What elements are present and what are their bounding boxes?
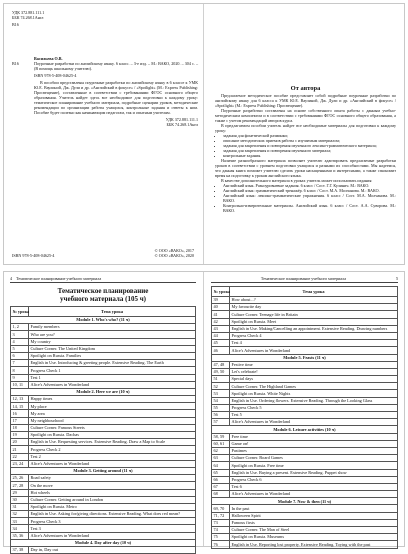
table-row: [11, 547, 196, 554]
author-code: В16: [12, 22, 19, 27]
foreword-page: [205, 4, 404, 264]
foreword-paragraph-4: Наличие разнообразного материала позволяет учителю адаптировать предлагаемые разработки уроков в соответствии с уровнем подготовки учащихся и разными их способностями. Мы надеемся, что данная книга поможет учителю сделать уроки насыщенными и интересными, а также сэкономит время на подготовку к урокам английского языка.: [215, 158, 396, 178]
plan-rows: [212, 297, 398, 549]
spine-divider: [203, 272, 204, 546]
lesson-number: 31: [11, 503, 29, 510]
running-head-text: Тематическое планирование учебного материала: [16, 276, 102, 281]
lesson-topic: My area: [29, 410, 196, 417]
table-row: [212, 469, 398, 476]
copyright-page: [4, 4, 202, 264]
lesson-topic: Spotlight on Russia. Meet: [230, 318, 398, 325]
lesson-number: 33: [11, 518, 29, 525]
list-item: • Английский язык. Разноуровневые задания. 6 класс / Сост. Г.Г. Кулинич. М.: ВАКО.: [223, 183, 396, 188]
list-item: • Английский язык: лексико-грамматические упражнения. 6 класс / Сост. М.А. Молчанова. М.: ВАКО.: [223, 193, 396, 203]
lesson-number: 68: [212, 491, 230, 498]
isbn-bottom: ISBN 978-5-408-04625-4: [12, 253, 55, 258]
module-title: Module 2. Here we are (10 ч): [11, 388, 196, 395]
table-row: [212, 519, 398, 526]
lesson-topic: Pastimes: [230, 447, 398, 454]
lesson-number: 3: [11, 331, 29, 338]
lesson-number: 49, 50: [212, 368, 230, 375]
lesson-number: 57: [212, 419, 230, 426]
lesson-topic: English in Use. Requesting services. Extensive Reading. Draw a Map to Scale: [29, 439, 196, 446]
module-row: [212, 498, 398, 505]
lesson-topic: Alice's Adventures in Wonderland: [230, 491, 398, 498]
lesson-number: 19: [11, 432, 29, 439]
lesson-topic: Test 5: [230, 412, 398, 419]
table-row: [212, 332, 398, 339]
table-row: [11, 324, 196, 331]
lesson-topic: Who are you?: [29, 331, 196, 338]
table-row: [11, 417, 196, 424]
lesson-topic: Alice's Adventures in Wonderland: [230, 419, 398, 426]
lesson-topic: Test 2: [29, 453, 196, 460]
lesson-number: 56: [212, 412, 230, 419]
lesson-number: 29: [11, 489, 29, 496]
table-row: [11, 360, 196, 367]
lesson-topic: Progress Check 3: [29, 518, 196, 525]
table-row: [212, 512, 398, 519]
udk-code-2: УДК 372.881.111.1: [165, 117, 198, 122]
table-row: [11, 496, 196, 503]
lesson-number: 41: [212, 311, 230, 318]
lesson-number: 21: [11, 446, 29, 453]
udk-code: УДК 372.881.111.1: [12, 10, 45, 15]
lesson-number: 4: [11, 338, 29, 345]
lesson-number: 25, 26: [11, 475, 29, 482]
abstract: В пособии представлены поурочные разработки по английскому языку в 6 классе к УМК Ю.Е. Ваулиной, Дж. Дули и др. «Английский в фокусе» / «Spotlight» (М.: Express Publishing: Просвещение), составленные в соответствии с требованиями ФГОС основного общего образования. Учитель найдет здесь все необходимое для подготовки к каждому уроку: тематическое планирование учебного материала, подробные сценарии уроков, методические рекомендации по организации работы учащихся, контрольные задания и ответы к ним. Пособие будет полезно как начинающим педагогам, так и опытным учителям.: [34, 80, 198, 115]
lesson-topic: Spotlight on Russia. Families: [29, 352, 196, 359]
table-row: [11, 432, 196, 439]
table-row: [11, 381, 196, 388]
classification-block: [12, 10, 44, 27]
table-row: [212, 361, 398, 368]
table-row: [11, 453, 196, 460]
bbk-code: ББК 74.268.1Англ: [12, 15, 44, 20]
lesson-number: 67: [212, 483, 230, 490]
table-row: [212, 433, 398, 440]
table-row: [212, 368, 398, 375]
lesson-topic: Special days: [230, 376, 398, 383]
table-row: [212, 534, 398, 541]
table-row: [11, 352, 196, 359]
lesson-topic: Spotlight on Russia. Free time: [230, 462, 398, 469]
lesson-number: 27, 28: [11, 482, 29, 489]
lesson-topic: Let's celebrate!: [230, 368, 398, 375]
lesson-number: 30: [11, 496, 29, 503]
foreword-title: От автора: [290, 85, 321, 92]
editions-list: [215, 183, 396, 213]
lesson-number: 37, 38: [11, 547, 29, 554]
lesson-number: 42: [212, 318, 230, 325]
lesson-topic: Alice's Adventures in Wonderland: [29, 460, 196, 467]
foreword-paragraph-2: Поурочные разработки составлены на основе собственного опыта работы с данным учебно-методическим комплектом и в соответствии с требованиями ФГОС основного общего образования, а также с учетом рекомендаций авторов курса.: [215, 108, 396, 123]
lesson-topic: Spotlight on Russia. White Nights: [230, 390, 398, 397]
lesson-number: 20: [11, 439, 29, 446]
table-row: [11, 446, 196, 453]
lesson-number: 32: [11, 511, 29, 518]
table-row: [11, 374, 196, 381]
list-item: • контрольные задания.: [223, 153, 396, 158]
right-page-content: [211, 276, 398, 549]
lesson-number: 54: [212, 397, 230, 404]
lesson-number: 10, 11: [11, 381, 29, 388]
lesson-number: 55: [212, 404, 230, 411]
lesson-number: 43: [212, 325, 230, 332]
lesson-topic: Test 6: [230, 483, 398, 490]
module-row: [212, 426, 398, 433]
lesson-topic: English in Use. Making/Cancelling an appointment. Extensive Reading. Drawing numbers: [230, 325, 398, 332]
list-item: • Английский язык: грамматический тренажёр. 6 класс / Сост. М.А. Молчанова. М.: ВАКО.: [223, 188, 396, 193]
lesson-topic: Family members: [29, 324, 196, 331]
lesson-topic: English in Use. Asking for/giving directions. Extensive Reading. What does red mean?: [29, 511, 196, 518]
table-row: [11, 482, 196, 489]
author-name: Васильева О.В.: [34, 56, 63, 61]
lesson-topic: My neighbourhood: [29, 417, 196, 424]
lesson-number: 12, 13: [11, 396, 29, 403]
lesson-topic: My place: [29, 403, 196, 410]
lesson-number: 46: [212, 347, 230, 354]
lesson-number: 14, 15: [11, 403, 29, 410]
table-row: [11, 525, 196, 532]
table-row: [212, 297, 398, 304]
table-row: [11, 475, 196, 482]
lesson-topic: Game on!: [230, 440, 398, 447]
lesson-number: 62: [212, 447, 230, 454]
table-row: [212, 527, 398, 534]
table-row: [212, 483, 398, 490]
lesson-topic: Culture Corner. The United Kingdom: [29, 345, 196, 352]
table-row: [212, 476, 398, 483]
table-row: [212, 455, 398, 462]
table-row: [11, 367, 196, 374]
table-row: [212, 340, 398, 347]
table-row: [212, 505, 398, 512]
lesson-number: 34: [11, 525, 29, 532]
lesson-number: 17: [11, 417, 29, 424]
table-row: [212, 311, 398, 318]
copyright-2: © ООО «ВАКО», 2020: [154, 253, 194, 258]
lesson-number: 76: [212, 541, 230, 548]
lesson-topic: Hot wheels: [29, 489, 196, 496]
table-row: [11, 439, 196, 446]
lesson-number: 23, 24: [11, 460, 29, 467]
plan-title-line-1: Тематическое планирование: [57, 287, 149, 295]
plan-title: [10, 287, 196, 303]
lesson-topic: English in Use. Buying a present. Extensive Reading. Puppet show: [230, 469, 398, 476]
lesson-number: 75: [212, 534, 230, 541]
lesson-topic: On the move: [29, 482, 196, 489]
lesson-number: 69, 70: [212, 505, 230, 512]
list-item: • задания для фонетической разминки;: [223, 133, 396, 138]
table-row: [11, 403, 196, 410]
list-item: • задания для закрепления и повторения изученного материала;: [223, 148, 396, 153]
table-row: [11, 511, 196, 518]
lesson-number: 6: [11, 352, 29, 359]
plan-table-left: [10, 306, 196, 554]
title-spread: [4, 4, 404, 264]
table-row: [11, 345, 196, 352]
foreword-paragraph-5: В качестве дополнительного материала в уроках учитель может использовать издания:: [221, 178, 373, 183]
spine-divider: [203, 4, 204, 264]
lesson-topic: Famous firsts: [230, 519, 398, 526]
lesson-topic: Spotlight on Russia. Museums: [230, 534, 398, 541]
lesson-number: 44: [212, 332, 230, 339]
running-header: [10, 276, 196, 283]
lesson-number: 74: [212, 527, 230, 534]
running-head-text: Тематическое планирование учебного материала: [260, 276, 347, 281]
lesson-topic: English in Use. Introducing & greeting people. Extensive Reading. The Earth: [29, 360, 196, 367]
lesson-number: 64: [212, 462, 230, 469]
copyright-1: © ООО «ВАКО», 2017: [154, 248, 194, 253]
table-row: [212, 383, 398, 390]
lesson-topic: Test 4: [230, 340, 398, 347]
table-row: [11, 396, 196, 403]
column-header-number: № урока: [11, 307, 29, 317]
plan-rows: [11, 317, 196, 554]
imprint-footer: [12, 248, 194, 258]
lesson-number: 39: [212, 297, 230, 304]
foreword-body: [215, 86, 396, 213]
foreword-intro: Предлагаемое методическое пособие представляет собой подробные поурочные разработки по английскому языку для 6 класса к УМК Ю.Е. Ваулиной, Дж. Дули и др. «Английский в фокусе» / «Spotlight» (М.: Express Publishing: Просвещение).: [215, 93, 396, 108]
lesson-number: 45: [212, 340, 230, 347]
lesson-number: 63: [212, 455, 230, 462]
lesson-topic: Festive time: [230, 361, 398, 368]
lesson-topic: Culture Corner. Getting around in London: [29, 496, 196, 503]
lesson-number: 7: [11, 360, 29, 367]
lesson-topic: Progress Check 2: [29, 446, 196, 453]
module-title: Module 5. Feasts (11 ч): [212, 354, 398, 361]
table-row: [212, 541, 398, 548]
table-row: [11, 460, 196, 467]
lesson-topic: Culture Corner. The Man of Steel: [230, 527, 398, 534]
table-row: [212, 462, 398, 469]
table-row: [11, 489, 196, 496]
lesson-topic: My favourite day: [230, 304, 398, 311]
table-row: [212, 419, 398, 426]
lesson-topic: Progress Check 4: [230, 332, 398, 339]
lesson-topic: Free time: [230, 433, 398, 440]
isbn-line: ISBN 978-5-408-04625-4: [34, 73, 77, 78]
module-title: Module 1. Who's who? (11 ч): [11, 317, 196, 324]
lesson-topic: Test 3: [29, 525, 196, 532]
list-item: • Контрольно-измерительные материалы. Английский язык. 6 класс / Сост. А.А. Суворова. М.: ВАКО.: [223, 203, 396, 213]
module-title: Module 6. Leisure activities (10 ч): [212, 426, 398, 433]
lesson-topic: Culture Corner. Board Games: [230, 455, 398, 462]
list-item: • задания для закрепления и повторения изученного лексико-грамматического материала;: [223, 143, 396, 148]
book-description: Поурочные разработки по английскому языку. 6 класс. – 3-е изд. – М.: ВАКО, 2020. – 304 с. – (В помощь школьному учителю).: [34, 61, 198, 71]
table-row: [212, 397, 398, 404]
lesson-topic: Spotlight on Russia. Dachas: [29, 432, 196, 439]
bbk-code-2: ББК 74.268.1Англ: [166, 122, 198, 127]
table-row: [11, 518, 196, 525]
table-row: [212, 491, 398, 498]
table-row: [11, 331, 196, 338]
column-header-topic: Тема урока: [230, 287, 398, 297]
lesson-topic: Test 1: [29, 374, 196, 381]
table-row: [212, 412, 398, 419]
table-row: [11, 424, 196, 431]
table-row: [11, 503, 196, 510]
lesson-number: 5: [11, 345, 29, 352]
lesson-topic: Culture Corner. The Highland Games: [230, 383, 398, 390]
table-row: [11, 410, 196, 417]
plan-table-right: [211, 286, 398, 549]
table-row: [212, 447, 398, 454]
lesson-topic: How about...?: [230, 297, 398, 304]
lesson-number: 35, 36: [11, 532, 29, 539]
left-page-content: [10, 276, 196, 554]
lesson-topic: Culture Corner. Famous Streets: [29, 424, 196, 431]
column-header-topic: Тема урока: [29, 307, 196, 317]
running-header: [211, 276, 398, 283]
table-row: [212, 325, 398, 332]
planning-page-left: [4, 272, 202, 553]
lesson-topic: English in Use. Ordering flowers. Extensive Reading. Through the Looking Glass: [230, 397, 398, 404]
planning-spread: [4, 272, 404, 553]
author-code-2: В16: [12, 61, 19, 66]
table-row: [11, 532, 196, 539]
lesson-topic: Culture Corner. Teenage life in Britain: [230, 311, 398, 318]
lesson-number: 47, 48: [212, 361, 230, 368]
lesson-topic: Alice's Adventures in Wonderland: [230, 347, 398, 354]
module-row: [11, 317, 196, 324]
lesson-number: 9: [11, 374, 29, 381]
page-number: 4: [10, 276, 13, 281]
lesson-number: 66: [212, 476, 230, 483]
lesson-topic: Alice's Adventures in Wonderland: [29, 532, 196, 539]
materials-list: [215, 133, 396, 158]
lesson-topic: Progress Check 1: [29, 367, 196, 374]
lesson-number: 22: [11, 453, 29, 460]
lesson-topic: Spotlight on Russia. Metro: [29, 503, 196, 510]
module-title: Module 4. Day after day (10 ч): [11, 539, 196, 546]
table-row: [11, 338, 196, 345]
lesson-number: 58, 59: [212, 433, 230, 440]
lesson-topic: My country: [29, 338, 196, 345]
table-row: [212, 347, 398, 354]
list-item: • описание методических приемов работы с изучаемым материалом;: [223, 138, 396, 143]
module-row: [11, 467, 196, 474]
lesson-number: 65: [212, 469, 230, 476]
lesson-number: 8: [11, 367, 29, 374]
lesson-topic: Road safety: [29, 475, 196, 482]
module-title: Module 7. Now & then (11 ч): [212, 498, 398, 505]
lesson-topic: Alice's Adventures in Wonderland: [29, 381, 196, 388]
bibliographic-record: [12, 56, 198, 127]
foreword-paragraph-3: В предлагаемом пособии учитель найдет все необходимые материалы для подготовки к каждому уроку:: [215, 123, 396, 133]
lesson-number: 16: [11, 410, 29, 417]
table-row: [212, 404, 398, 411]
lesson-number: 52: [212, 383, 230, 390]
lesson-number: 53: [212, 390, 230, 397]
table-row: [212, 376, 398, 383]
table-row: [212, 440, 398, 447]
module-row: [212, 354, 398, 361]
lesson-topic: Day in, Day out: [29, 547, 196, 554]
lesson-number: 40: [212, 304, 230, 311]
lesson-topic: English in Use. Reporting lost property. Extensive Reading. Toying with the past: [230, 541, 398, 548]
lesson-topic: Progress Check 6: [230, 476, 398, 483]
lesson-number: 60, 61: [212, 440, 230, 447]
lesson-topic: Halloween Spirit: [230, 512, 398, 519]
page-number: 5: [395, 276, 398, 281]
module-row: [11, 539, 196, 546]
lesson-topic: Happy times: [29, 396, 196, 403]
lesson-number: 71, 72: [212, 512, 230, 519]
planning-page-right: [205, 272, 404, 546]
lesson-number: 1, 2: [11, 324, 29, 331]
table-row: [212, 318, 398, 325]
plan-title-line-2: учебного материала (105 ч): [60, 295, 146, 303]
column-header-number: № урока: [212, 287, 230, 297]
lesson-topic: Progress Check 5: [230, 404, 398, 411]
lesson-number: 18: [11, 424, 29, 431]
module-title: Module 3. Getting around (11 ч): [11, 467, 196, 474]
lesson-number: 51: [212, 376, 230, 383]
lesson-topic: In the past: [230, 505, 398, 512]
lesson-number: 73: [212, 519, 230, 526]
module-row: [11, 388, 196, 395]
table-row: [212, 390, 398, 397]
table-row: [212, 304, 398, 311]
